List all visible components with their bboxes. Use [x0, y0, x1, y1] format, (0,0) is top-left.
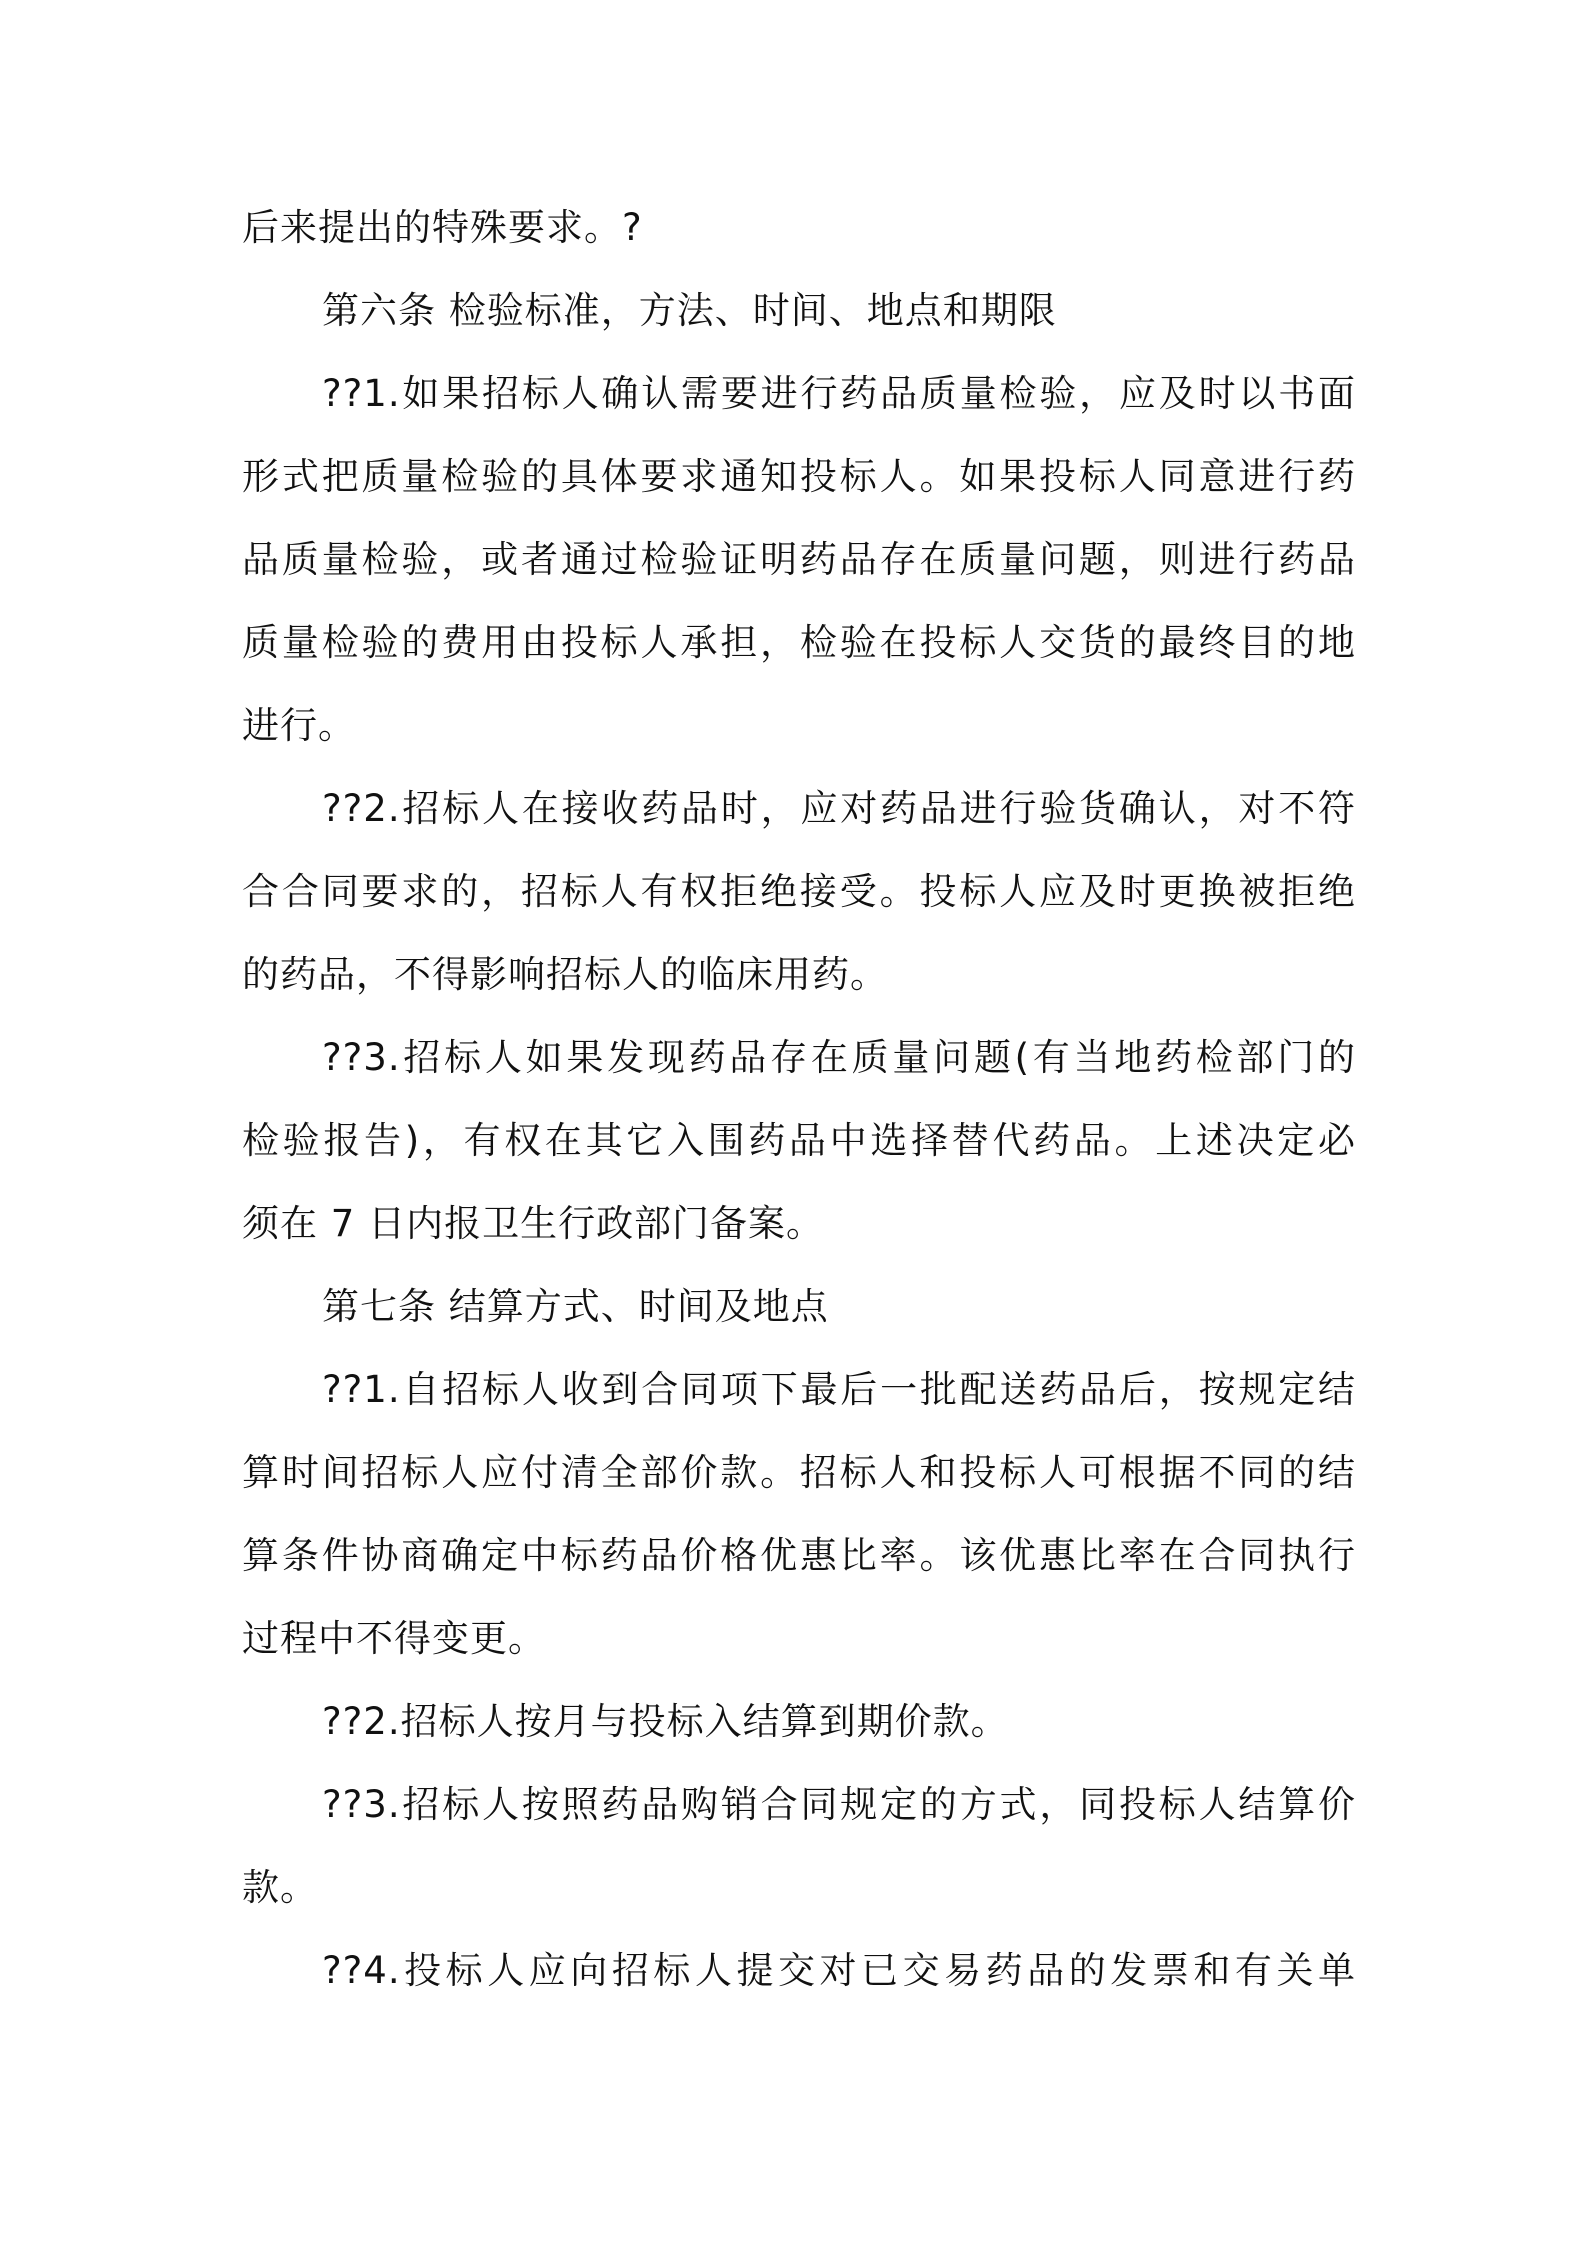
text-line-16: 算时间招标人应付清全部价款。招标人和投标人可根据不同的结: [242, 1451, 1356, 1494]
text-line-8: ??2.招标人在接收药品时，应对药品进行验货确认，对不符: [322, 787, 1356, 830]
text-line-10: 的药品，不得影响招标人的临床用药。: [242, 953, 888, 996]
text-line-6: 质量检验的费用由投标人承担，检验在投标人交货的最终目的地: [242, 621, 1356, 664]
article-6-heading: 第六条 检验标准，方法、时间、地点和期限: [322, 289, 1057, 332]
text-line-9: 合合同要求的，招标人有权拒绝接受。投标人应及时更换被拒绝: [242, 870, 1356, 913]
text-line-20: ??3.招标人按照药品购销合同规定的方式，同投标人结算价: [322, 1783, 1356, 1826]
article-7-heading: 第七条 结算方式、时间及地点: [322, 1285, 829, 1328]
text-line-4: 形式把质量检验的具体要求通知投标人。如果投标人同意进行药: [242, 455, 1356, 498]
text-line-21: 款。: [242, 1866, 318, 1909]
text-line-7: 进行。: [242, 704, 356, 747]
text-line-19: ??2.招标人按月与投标入结算到期价款。: [322, 1700, 1009, 1743]
text-line-13: 须在 7 日内报卫生行政部门备案。: [242, 1202, 825, 1245]
text-line-11: ??3.招标人如果发现药品存在质量问题(有当地药检部门的: [322, 1036, 1356, 1079]
text-line-12: 检验报告)，有权在其它入围药品中选择替代药品。上述决定必: [242, 1119, 1356, 1162]
text-line-3: ??1.如果招标人确认需要进行药品质量检验，应及时以书面: [322, 372, 1356, 415]
text-line-5: 品质量检验，或者通过检验证明药品存在质量问题，则进行药品: [242, 538, 1356, 581]
text-line-22: ??4.投标人应向招标人提交对已交易药品的发票和有关单: [322, 1949, 1356, 1992]
text-line-17: 算条件协商确定中标药品价格优惠比率。该优惠比率在合同执行: [242, 1534, 1356, 1577]
text-line-18: 过程中不得变更。: [242, 1617, 546, 1660]
text-line-1: 后来提出的特殊要求。?: [242, 206, 643, 249]
text-line-15: ??1.自招标人收到合同项下最后一批配送药品后，按规定结: [322, 1368, 1356, 1411]
